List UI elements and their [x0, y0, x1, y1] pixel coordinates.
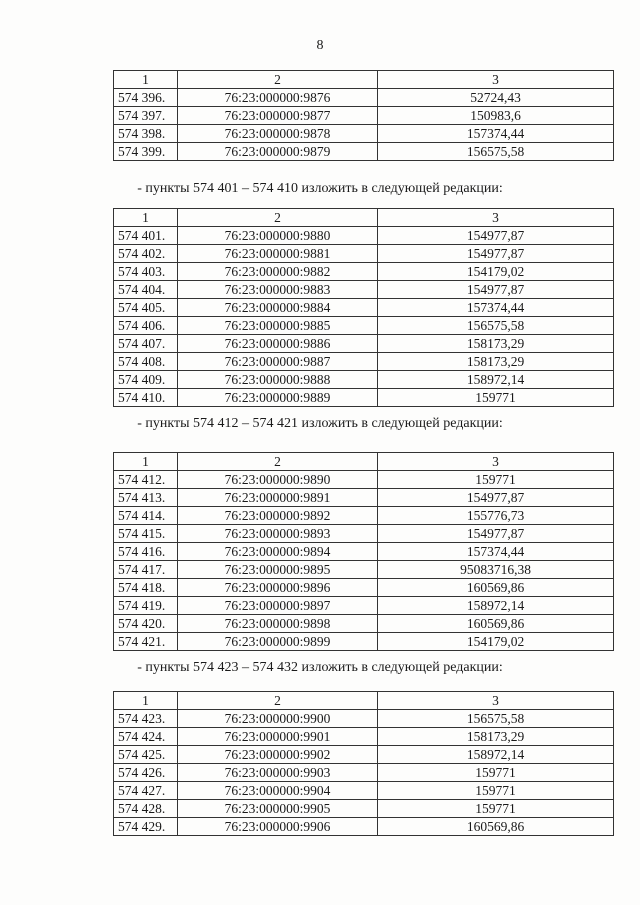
cadastral-number-cell: 76:23:000000:9879	[178, 143, 378, 161]
table-row	[114, 471, 614, 489]
instruction-text-1: - пункты 574 401 – 574 410 изложить в следующей редакции:	[137, 181, 503, 196]
table-row	[114, 227, 614, 245]
column-header: 1	[114, 692, 178, 710]
value-cell: 154179,02	[378, 263, 614, 281]
cadastral-number-cell: 76:23:000000:9899	[178, 633, 378, 651]
table-header-row	[114, 692, 614, 710]
cadastral-number-cell: 76:23:000000:9881	[178, 245, 378, 263]
cadastral-number-cell: 76:23:000000:9882	[178, 263, 378, 281]
table-row	[114, 143, 614, 161]
table-header-row	[114, 71, 614, 89]
value-cell: 158972,14	[378, 597, 614, 615]
value-cell: 52724,43	[378, 89, 614, 107]
value-cell: 159771	[378, 764, 614, 782]
value-cell: 158173,29	[378, 728, 614, 746]
value-cell: 150983,6	[378, 107, 614, 125]
data-table-1	[113, 70, 614, 161]
cadastral-number-cell: 76:23:000000:9902	[178, 746, 378, 764]
data-table-3	[113, 452, 614, 651]
cadastral-number-cell: 76:23:000000:9886	[178, 335, 378, 353]
cadastral-number-cell: 76:23:000000:9877	[178, 107, 378, 125]
cadastral-number-cell: 76:23:000000:9883	[178, 281, 378, 299]
value-cell: 157374,44	[378, 543, 614, 561]
instruction-text-3: - пункты 574 423 – 574 432 изложить в следующей редакции:	[137, 660, 503, 675]
value-cell: 157374,44	[378, 299, 614, 317]
value-cell: 160569,86	[378, 615, 614, 633]
item-number-cell: 574 421.	[114, 633, 178, 651]
cadastral-number-cell: 76:23:000000:9906	[178, 818, 378, 836]
value-cell: 158972,14	[378, 746, 614, 764]
page-number: 8	[316, 38, 324, 53]
item-number-cell: 574 419.	[114, 597, 178, 615]
cadastral-number-cell: 76:23:000000:9905	[178, 800, 378, 818]
table-row	[114, 597, 614, 615]
column-header: 1	[114, 453, 178, 471]
value-cell: 160569,86	[378, 579, 614, 597]
item-number-cell: 574 420.	[114, 615, 178, 633]
table-row	[114, 281, 614, 299]
table-row	[114, 633, 614, 651]
cadastral-number-cell: 76:23:000000:9903	[178, 764, 378, 782]
table-row	[114, 764, 614, 782]
cadastral-number-cell: 76:23:000000:9894	[178, 543, 378, 561]
value-cell: 159771	[378, 800, 614, 818]
column-header: 2	[178, 209, 378, 227]
table-row	[114, 107, 614, 125]
value-cell: 155776,73	[378, 507, 614, 525]
value-cell: 154977,87	[378, 245, 614, 263]
table-row	[114, 746, 614, 764]
table-header-row	[114, 453, 614, 471]
cadastral-number-cell: 76:23:000000:9901	[178, 728, 378, 746]
value-cell: 156575,58	[378, 710, 614, 728]
cadastral-number-cell: 76:23:000000:9892	[178, 507, 378, 525]
column-header: 2	[178, 71, 378, 89]
cadastral-number-cell: 76:23:000000:9876	[178, 89, 378, 107]
item-number-cell: 574 396.	[114, 89, 178, 107]
data-table-4	[113, 691, 614, 836]
value-cell: 156575,58	[378, 143, 614, 161]
column-header: 3	[378, 453, 614, 471]
item-number-cell: 574 403.	[114, 263, 178, 281]
column-header: 2	[178, 453, 378, 471]
value-cell: 154977,87	[378, 489, 614, 507]
item-number-cell: 574 405.	[114, 299, 178, 317]
table-row	[114, 335, 614, 353]
item-number-cell: 574 412.	[114, 471, 178, 489]
table-row	[114, 263, 614, 281]
column-header: 1	[114, 209, 178, 227]
item-number-cell: 574 424.	[114, 728, 178, 746]
item-number-cell: 574 410.	[114, 389, 178, 407]
item-number-cell: 574 429.	[114, 818, 178, 836]
cadastral-number-cell: 76:23:000000:9893	[178, 525, 378, 543]
table-row	[114, 728, 614, 746]
item-number-cell: 574 417.	[114, 561, 178, 579]
table-row	[114, 543, 614, 561]
value-cell: 95083716,38	[378, 561, 614, 579]
item-number-cell: 574 428.	[114, 800, 178, 818]
table-row	[114, 561, 614, 579]
table-row	[114, 89, 614, 107]
cadastral-number-cell: 76:23:000000:9896	[178, 579, 378, 597]
table-row	[114, 353, 614, 371]
value-cell: 154977,87	[378, 281, 614, 299]
table-row	[114, 579, 614, 597]
column-header: 3	[378, 209, 614, 227]
cadastral-number-cell: 76:23:000000:9895	[178, 561, 378, 579]
cadastral-number-cell: 76:23:000000:9887	[178, 353, 378, 371]
item-number-cell: 574 402.	[114, 245, 178, 263]
item-number-cell: 574 397.	[114, 107, 178, 125]
value-cell: 157374,44	[378, 125, 614, 143]
item-number-cell: 574 425.	[114, 746, 178, 764]
item-number-cell: 574 413.	[114, 489, 178, 507]
value-cell: 158173,29	[378, 353, 614, 371]
column-header: 1	[114, 71, 178, 89]
table-row	[114, 245, 614, 263]
cadastral-number-cell: 76:23:000000:9884	[178, 299, 378, 317]
item-number-cell: 574 416.	[114, 543, 178, 561]
instruction-text-2: - пункты 574 412 – 574 421 изложить в следующей редакции:	[137, 416, 503, 431]
column-header: 2	[178, 692, 378, 710]
column-header: 3	[378, 692, 614, 710]
value-cell: 160569,86	[378, 818, 614, 836]
item-number-cell: 574 409.	[114, 371, 178, 389]
table-row	[114, 615, 614, 633]
cadastral-number-cell: 76:23:000000:9900	[178, 710, 378, 728]
item-number-cell: 574 415.	[114, 525, 178, 543]
table-row	[114, 389, 614, 407]
cadastral-number-cell: 76:23:000000:9898	[178, 615, 378, 633]
item-number-cell: 574 399.	[114, 143, 178, 161]
item-number-cell: 574 427.	[114, 782, 178, 800]
table-row	[114, 710, 614, 728]
table-row	[114, 800, 614, 818]
value-cell: 158173,29	[378, 335, 614, 353]
item-number-cell: 574 401.	[114, 227, 178, 245]
cadastral-number-cell: 76:23:000000:9904	[178, 782, 378, 800]
cadastral-number-cell: 76:23:000000:9889	[178, 389, 378, 407]
table-header-row	[114, 209, 614, 227]
item-number-cell: 574 418.	[114, 579, 178, 597]
cadastral-number-cell: 76:23:000000:9888	[178, 371, 378, 389]
column-header: 3	[378, 71, 614, 89]
cadastral-number-cell: 76:23:000000:9891	[178, 489, 378, 507]
table-row	[114, 371, 614, 389]
value-cell: 159771	[378, 389, 614, 407]
value-cell: 158972,14	[378, 371, 614, 389]
table-row	[114, 489, 614, 507]
cadastral-number-cell: 76:23:000000:9897	[178, 597, 378, 615]
value-cell: 159771	[378, 471, 614, 489]
item-number-cell: 574 406.	[114, 317, 178, 335]
table-row	[114, 317, 614, 335]
item-number-cell: 574 398.	[114, 125, 178, 143]
value-cell: 154977,87	[378, 525, 614, 543]
data-table-2	[113, 208, 614, 407]
value-cell: 159771	[378, 782, 614, 800]
value-cell: 156575,58	[378, 317, 614, 335]
cadastral-number-cell: 76:23:000000:9890	[178, 471, 378, 489]
table-row	[114, 507, 614, 525]
item-number-cell: 574 423.	[114, 710, 178, 728]
item-number-cell: 574 408.	[114, 353, 178, 371]
cadastral-number-cell: 76:23:000000:9880	[178, 227, 378, 245]
table-row	[114, 818, 614, 836]
table-row	[114, 299, 614, 317]
item-number-cell: 574 414.	[114, 507, 178, 525]
item-number-cell: 574 407.	[114, 335, 178, 353]
cadastral-number-cell: 76:23:000000:9885	[178, 317, 378, 335]
item-number-cell: 574 404.	[114, 281, 178, 299]
value-cell: 154977,87	[378, 227, 614, 245]
table-row	[114, 525, 614, 543]
table-row	[114, 125, 614, 143]
cadastral-number-cell: 76:23:000000:9878	[178, 125, 378, 143]
item-number-cell: 574 426.	[114, 764, 178, 782]
value-cell: 154179,02	[378, 633, 614, 651]
table-row	[114, 782, 614, 800]
